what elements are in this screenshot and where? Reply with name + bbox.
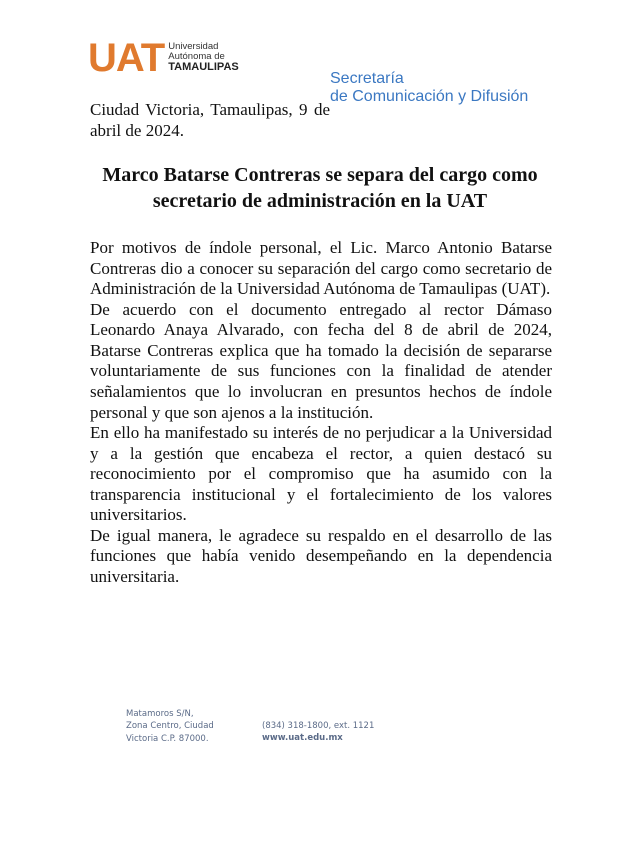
footer-contact: [262, 720, 374, 745]
footer-phone: (834) 318-1800, ext. 1121: [262, 721, 375, 731]
address-line-1: Matamoros S/N,: [126, 709, 194, 719]
footer-website: www.uat.edu.mx: [262, 733, 343, 744]
address-line-2: Zona Centro, Ciudad: [126, 721, 214, 732]
paragraph-2: De acuerdo con el documento entregado al rector Dámaso Leonardo Anaya Alvarado, con fecha del 8 de abril de 2024, Batarse Contreras explica que ha tomado la decisión de separarse voluntariamente de sus funciones con la finalidad de atender señalamientos que lo involucran en presuntos hechos de índole personal y que son ajenos a la institución.: [90, 299, 552, 422]
article-body: [90, 238, 552, 588]
paragraph-4: De igual manera, le agradece su respaldo en el desarrollo de las funciones que había venido desempeñando en la dependencia universitaria.: [90, 525, 552, 586]
secretaria-line-2: de Comunicación y Difusión: [330, 87, 529, 105]
logo-line-2: Autónoma de: [168, 51, 225, 63]
paragraph-3: En ello ha manifestado su interés de no perjudicar a la Universidad y a la gestión que encabeza el rector, a quien destacó su reconocimiento por el compromiso que ha asumido con la transparencia institucional y el fortalecimiento de los valores universitarios.: [90, 423, 552, 525]
uat-logo: [88, 38, 239, 78]
logo-mark: UAT: [88, 36, 165, 80]
dateline: Ciudad Victoria, Tamaulipas, 9 de abril de 2024.: [90, 100, 330, 140]
headline: Marco Batarse Contreras se separa del cargo como secretario de administración en la UAT: [102, 164, 538, 212]
logo-line-3: TAMAULIPAS: [168, 61, 239, 74]
secretaria-line-1: Secretaría: [330, 70, 404, 87]
address-line-3: Victoria C.P. 87000.: [126, 733, 209, 744]
footer-address: [126, 708, 214, 745]
paragraph-1: Por motivos de índole personal, el Lic. Marco Antonio Batarse Contreras dio a conocer su separación del cargo como secretario de Administración de la Universidad Autónoma de Tamaulipas (UAT).: [90, 238, 552, 299]
secretaria-heading: [330, 70, 528, 106]
logo-line-1: Universidad: [168, 41, 219, 53]
logo-text: [168, 42, 238, 73]
